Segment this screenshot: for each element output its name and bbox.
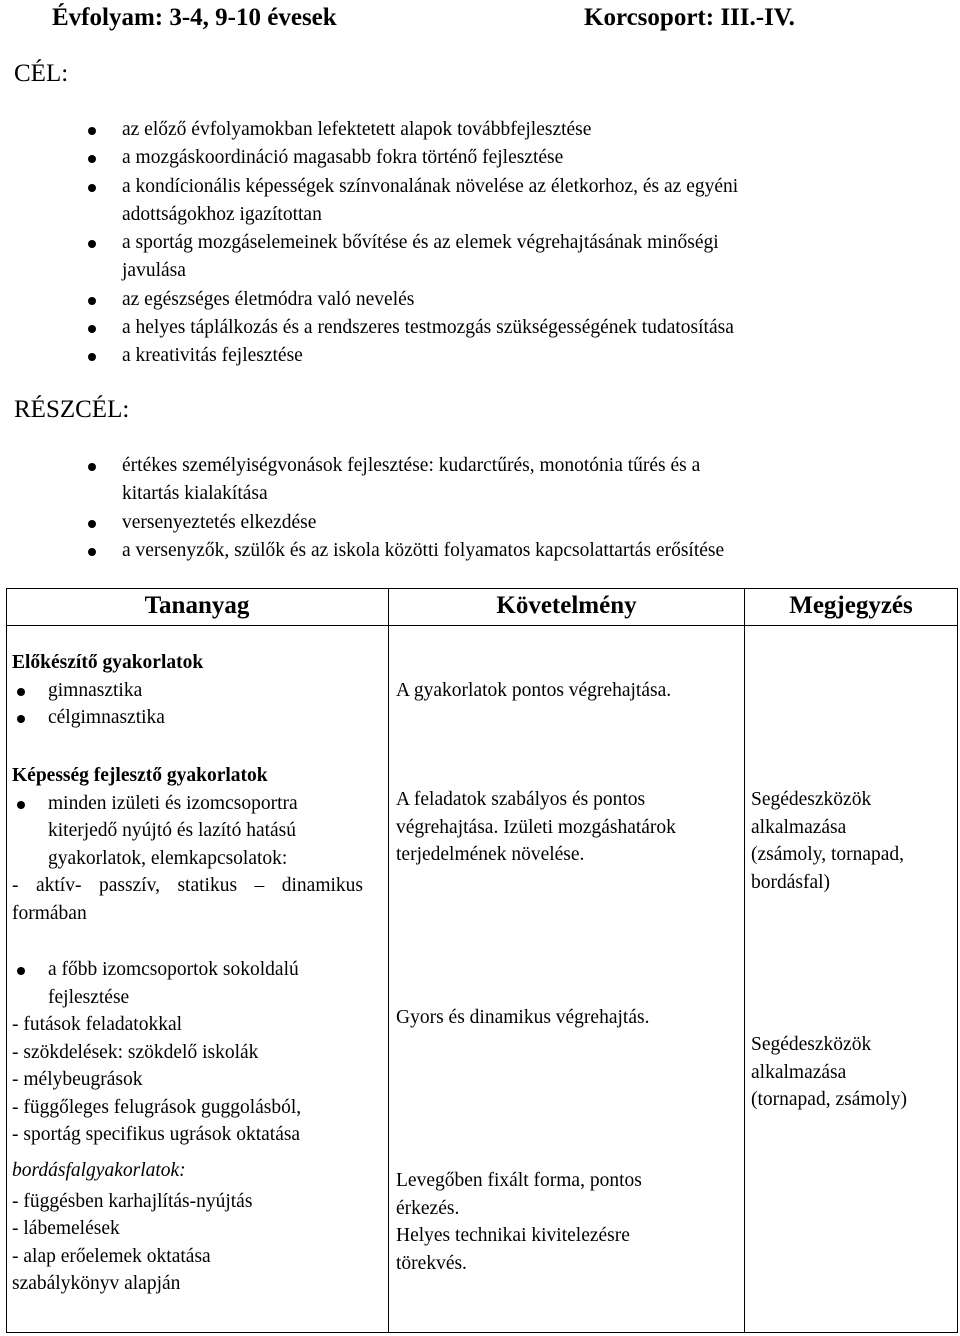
column-header-tananyag: Tananyag <box>144 592 250 619</box>
column-divider-1 <box>388 588 389 1333</box>
list-item: értékes személyiségvonások fejlesztése: kudarctűrés, monotónia tűrés és a kitartás kialakítása <box>0 452 882 509</box>
requirement-cell: A gyakorlatok pontos végrehajtása. <box>396 680 672 701</box>
table-header-divider <box>6 625 958 626</box>
list-item: a sportág mozgáselemeinek bővítése és az elemek végrehajtásának minőségi javulása <box>0 229 882 286</box>
list-item: minden izületi és izomcsoportra kiterjedő nyújtó és lazító hatású gyakorlatok, elemkapcsolatok: <box>12 790 363 873</box>
column-header-megjegyzes: Megjegyzés <box>789 592 913 619</box>
subgoal-list <box>0 452 882 565</box>
list-item: célgimnasztika <box>12 704 203 732</box>
column-header-kovetelmeny: Követelmény <box>496 592 637 619</box>
note-cell: Segédeszközök alkalmazása (tornapad, zsámoly) <box>751 1034 907 1110</box>
list-item: a főbb izomcsoportok sokoldalú fejlesztése <box>12 956 301 1011</box>
block-title: Előkészítő gyakorlatok <box>12 652 204 673</box>
requirement-cell: A feladatok szabályos és pontos végrehajtása. Izületi mozgáshatárok terjedelmének növelése. <box>396 789 676 865</box>
age-group-heading: Korcsoport: III.-IV. <box>584 4 795 31</box>
block-title: Képesség fejlesztő gyakorlatok <box>12 765 268 786</box>
requirement-cell: Levegőben fixált forma, pontos érkezés. Helyes technikai kivitelezésre törekvés. <box>396 1170 642 1274</box>
block-title: bordásfalgyakorlatok: <box>12 1160 186 1181</box>
goal-list <box>0 116 882 371</box>
list-item: az előző évfolyamokban lefektetett alapok továbbfejlesztése <box>0 116 882 144</box>
list-item: a helyes táplálkozás és a rendszeres testmozgás szükségességének tudatosítása <box>0 314 882 342</box>
block-preparatory <box>12 649 203 732</box>
block-muscle: a főbb izomcsoportok sokoldalú fejlesztése - futások feladatokkal - szökdelések: szökdelő iskolák - mélybeugrások - függőleges felugrások guggolásból, - sportág specifikus ugrások oktatása <box>12 956 301 1149</box>
subgoal-title: RÉSZCÉL: <box>14 396 130 423</box>
block-ability: Képesség fejlesztő gyakorlatok minden izületi és izomcsoportra kiterjedő nyújtó és lazító hatású gyakorlatok, elemkapcsolatok: - aktív- passzív, statikus – dinamikus formában <box>12 762 363 927</box>
column-divider-2 <box>744 588 745 1333</box>
list-item: a versenyzők, szülők és az iskola közötti folyamatos kapcsolattartás erősítése <box>0 537 882 565</box>
list-item: az egészséges életmódra való nevelés <box>0 286 882 314</box>
list-item: a kondícionális képességek színvonalának növelése az életkorhoz, és az egyéni adottságokhoz igazítottan <box>0 173 882 230</box>
block-wall-bars: bordásfalgyakorlatok: - függésben karhajlítás-nyújtás - lábemelések - alap erőelemek oktatása szabálykönyv alapján <box>12 1157 252 1298</box>
note-cell: Segédeszközök alkalmazása (zsámoly, tornapad, bordásfal) <box>751 789 905 893</box>
requirement-cell: Gyors és dinamikus végrehajtás. <box>396 1007 650 1028</box>
list-item: gimnasztika <box>12 677 203 705</box>
list-item: versenyeztetés elkezdése <box>0 509 882 537</box>
list-item: a mozgáskoordináció magasabb fokra történő fejlesztése <box>0 144 882 172</box>
list-item: a kreativitás fejlesztése <box>0 342 882 370</box>
goal-title: CÉL: <box>14 60 69 87</box>
grade-heading: Évfolyam: 3-4, 9-10 évesek <box>52 4 337 31</box>
